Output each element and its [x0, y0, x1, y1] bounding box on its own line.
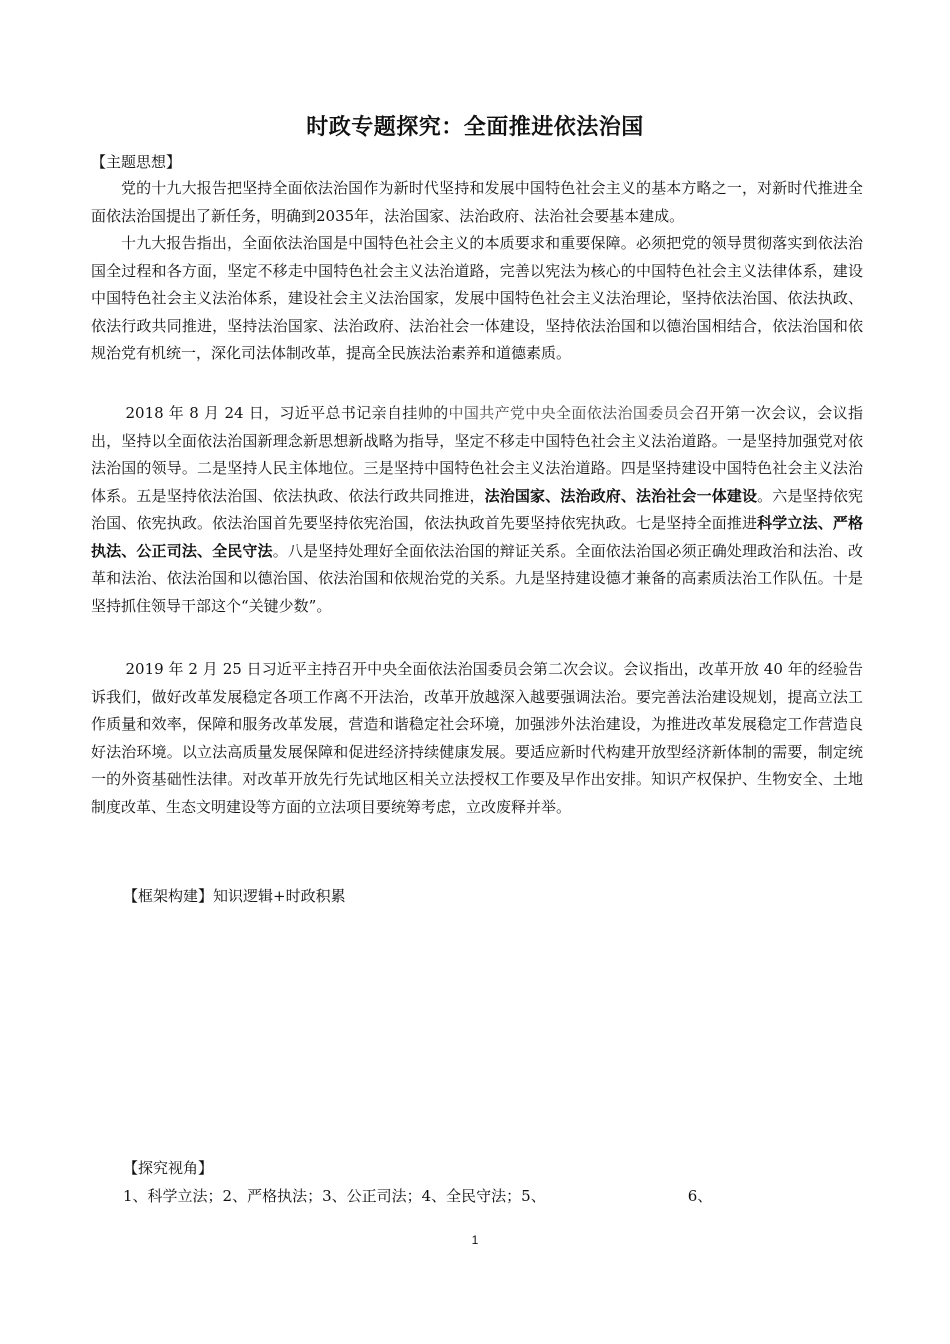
paragraph-2: 十九大报告指出，全面依法治国是中国特色社会主义的本质要求和重要保障。必须把党的领导贯彻落实到依法治国全过程和各方面，坚定不移走中国特色社会主义法治道路，完善以宪法为核心的中国特色社会主义法律体系，建设中国特色社会主义法治体系，建设社会主义法治国家，发展中国特色社会主义法治理论，坚持依法治国、依法执政、依法行政共同推进，坚持法治国家、法治政府、法治社会一体建设，坚持依法治国和以德治国相结合，依法治国和依规治党有机统一，深化司法体制改革，提高全民族法治素养和道德素质。: [91, 234, 863, 362]
p3-text-c: 召开第一次会议，会议指出，坚持以全面依法治国新理念新思想新战略为指导，坚定不移走中国特色社会主义法治道路。一是坚持加强党对依法治国的领导。二是坚持人民主体地位。三是坚持中国特色社会主义法治道路。四是坚持建设中国特色社会主义法治体系。五是坚持依法治国、依法执政、依法行政共同推进，: [91, 404, 863, 505]
p3-text-g: 。八是坚持处理好全面依法治国的辩证关系。全面依法治国必须正确处理政治和法治、改革和法治、依法治国和以德治国、依法治国和依规治党的关系。九是坚持建设德才兼备的高素质法治工作队伍。十是坚持抓住领导干部这个“关键少数”。: [91, 541, 863, 615]
page-title: 时政专题探究：全面推进依法治国: [306, 115, 644, 140]
p3-text-e: 。六是坚持依宪治国、依宪执政。依法治国首先要坚持依宪治国，依法执政首先要坚持依宪执政。七是坚持全面推进: [91, 486, 863, 532]
paragraph-4: 2019 年 2 月 25 日习近平主持召开中央全面依法治国委员会第二次会议。会议指出，改革开放 40 年的经验告诉我们，做好改革发展稳定各项工作离不开法治，改革开放越深入越要强调法治。要完善法治建设规划，提高立法工作质量和效率，保障和服务改革发展，营造和谐稳定社会环境，加强涉外法治建设，为推进改革发展稳定工作营造良好法治环境。以立法高质量发展保障和促进经济持续健康发展。要适应新时代构建开放型经济新体制的需要，制定统一的外资基础性法律。对改革开放先行先试地区相关立法授权工作要及早作出安排。知识产权保护、生物安全、土地制度改革、生态文明建设等方面的立法项目要统筹考虑，立改废释并举。: [91, 660, 863, 816]
p3-bold-construction: 法治国家、法治政府、法治社会一体建设: [484, 486, 758, 505]
page-number: 1: [471, 1233, 479, 1247]
p3-committee-name: 中国共产党中央全面依法治国委员会: [448, 404, 695, 422]
framework-heading: 【框架构建】知识逻辑+时政积累: [123, 887, 346, 905]
paragraph-1: 党的十九大报告把坚持全面依法治国作为新时代坚持和发展中国特色社会主义的基本方略之一，对新时代推进全面依法治国提出了新任务，明确到2035年，法治国家、法治政府、法治社会要基本建成。: [91, 179, 863, 225]
perspective-list: [123, 1186, 883, 1206]
p3-bold-principles: 科学立法、严格执法、公正司法、全民守法: [91, 514, 863, 560]
perspective-list-part1: 1、科学立法；2、严格执法；3、公正司法；4、全民守法；5、: [123, 1187, 546, 1205]
p3-text-a: 2018 年 8 月 24 日，习近平总书记亲自挂帅的: [125, 404, 449, 422]
perspective-heading: 【探究视角】: [123, 1159, 214, 1177]
paragraph-3: [91, 400, 863, 620]
theme-heading: 【主题思想】: [91, 153, 182, 171]
perspective-list-part2: 6、: [687, 1187, 713, 1205]
